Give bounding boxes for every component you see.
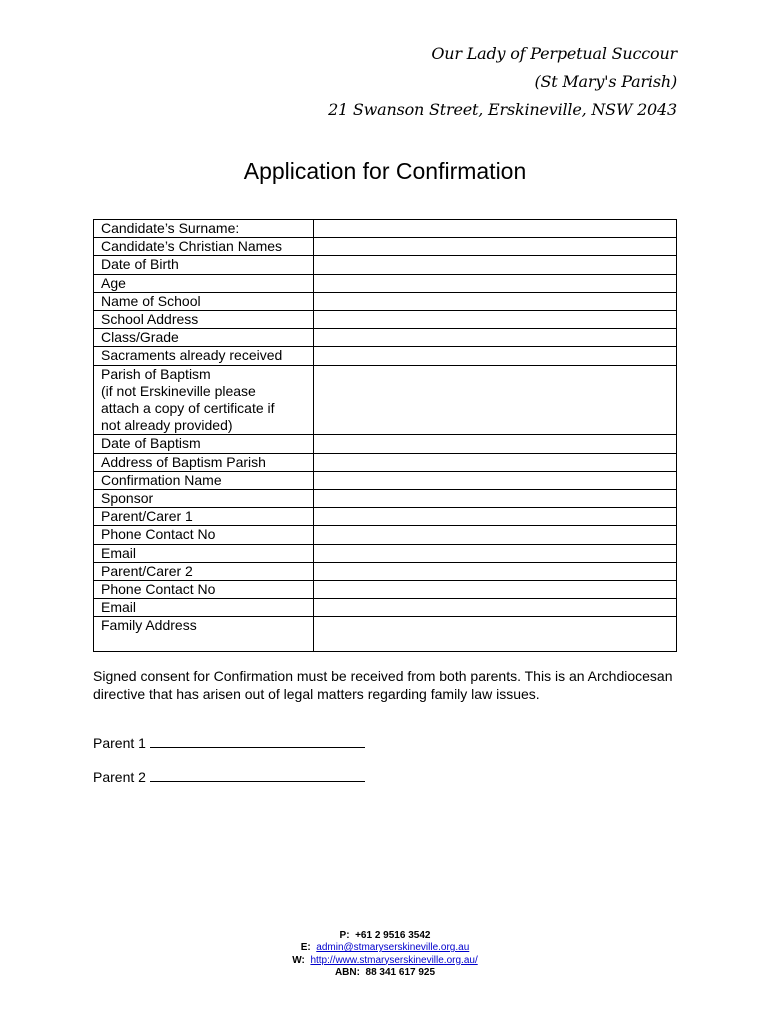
- parish-subtitle: (St Mary's Parish): [534, 72, 677, 91]
- table-row: [94, 526, 677, 544]
- table-row: [94, 311, 677, 329]
- table-row: [94, 347, 677, 365]
- field-label-line: (if not Erskineville please: [101, 382, 256, 399]
- field-label: Class/Grade: [94, 329, 314, 347]
- table-row: [94, 435, 677, 453]
- table-row: [94, 471, 677, 489]
- parent2-label: Parent 2: [93, 769, 146, 785]
- field-label: Sponsor: [94, 490, 314, 508]
- field-label-line: not already provided): [101, 417, 233, 434]
- table-row: [94, 256, 677, 274]
- email-link[interactable]: admin@stmaryserskineville.org.au: [316, 942, 470, 954]
- table-row: [94, 544, 677, 562]
- field-value[interactable]: [314, 274, 677, 292]
- abn-number: 88 341 617 925: [365, 966, 436, 978]
- field-value[interactable]: [314, 508, 677, 526]
- field-value[interactable]: [314, 435, 677, 453]
- footer-abn-row: [0, 967, 770, 979]
- table-row: [94, 329, 677, 347]
- field-value[interactable]: [314, 365, 677, 435]
- field-value[interactable]: [314, 347, 677, 365]
- footer-email-row: [0, 942, 770, 954]
- field-label: Parent/Carer 2: [94, 562, 314, 580]
- phone-prefix: P:: [339, 930, 350, 941]
- field-value[interactable]: [314, 581, 677, 599]
- field-label: Sacraments already received: [94, 347, 314, 365]
- table-row: [94, 562, 677, 580]
- table-row: [94, 365, 677, 435]
- table-row: [94, 220, 677, 238]
- application-form-table: [93, 219, 677, 652]
- parent2-signature-field[interactable]: [150, 769, 365, 782]
- field-value[interactable]: [314, 562, 677, 580]
- field-label: Date of Birth: [94, 256, 314, 274]
- table-row: [94, 617, 677, 652]
- field-label-line: attach a copy of certificate if: [101, 400, 275, 417]
- web-prefix: W:: [292, 954, 305, 966]
- field-value[interactable]: [314, 311, 677, 329]
- field-value[interactable]: [314, 238, 677, 256]
- footer-phone-row: [0, 930, 770, 942]
- field-label-line: Parish of Baptism: [101, 365, 211, 382]
- page-title: Application for Confirmation: [243, 158, 527, 184]
- footer-web-row: [0, 955, 770, 967]
- table-row: [94, 453, 677, 471]
- field-label: Candidate’s Christian Names: [94, 238, 314, 256]
- field-label-parish-of-baptism: [94, 365, 314, 435]
- field-value[interactable]: [314, 453, 677, 471]
- field-value[interactable]: [314, 471, 677, 489]
- field-label: Phone Contact No: [94, 581, 314, 599]
- field-label: Email: [94, 544, 314, 562]
- table-row: [94, 599, 677, 617]
- table-row: [94, 238, 677, 256]
- field-label: Family Address: [94, 617, 314, 652]
- field-label: Candidate’s Surname:: [94, 220, 314, 238]
- field-value[interactable]: [314, 490, 677, 508]
- field-value[interactable]: [314, 617, 677, 652]
- field-label: Name of School: [94, 292, 314, 310]
- field-value[interactable]: [314, 599, 677, 617]
- abn-prefix: ABN:: [334, 966, 360, 978]
- field-value[interactable]: [314, 526, 677, 544]
- table-row: [94, 508, 677, 526]
- field-value[interactable]: [314, 329, 677, 347]
- field-value[interactable]: [314, 544, 677, 562]
- field-label: Date of Baptism: [94, 435, 314, 453]
- table-row: [94, 274, 677, 292]
- field-label: Email: [94, 599, 314, 617]
- field-label: Parent/Carer 1: [94, 508, 314, 526]
- table-row: [94, 490, 677, 508]
- consent-paragraph: Signed consent for Confirmation must be received from both parents. This is an Archdiocesan directive that has arisen out of legal matters regarding family law issues.: [93, 668, 673, 702]
- parish-address: 21 Swanson Street, Erskineville, NSW 2043: [328, 100, 677, 119]
- parent1-signature-line: [93, 734, 365, 752]
- parish-header: [328, 40, 677, 124]
- parent2-signature-line: [93, 768, 365, 786]
- website-link[interactable]: http://www.stmaryserskineville.org.au/: [310, 954, 478, 966]
- field-label: Age: [94, 274, 314, 292]
- field-value[interactable]: [314, 292, 677, 310]
- phone-number: +61 2 9516 3542: [355, 930, 431, 941]
- field-label: Address of Baptism Parish: [94, 453, 314, 471]
- parish-name: Our Lady of Perpetual Succour: [431, 44, 677, 63]
- field-label: Phone Contact No: [94, 526, 314, 544]
- field-value[interactable]: [314, 220, 677, 238]
- table-row: [94, 581, 677, 599]
- field-value[interactable]: [314, 256, 677, 274]
- parent1-label: Parent 1: [93, 735, 146, 751]
- parent1-signature-field[interactable]: [150, 735, 365, 748]
- email-prefix: E:: [300, 942, 311, 954]
- contact-footer: [0, 930, 770, 979]
- field-label: School Address: [94, 311, 314, 329]
- field-label: Confirmation Name: [94, 471, 314, 489]
- table-row: [94, 292, 677, 310]
